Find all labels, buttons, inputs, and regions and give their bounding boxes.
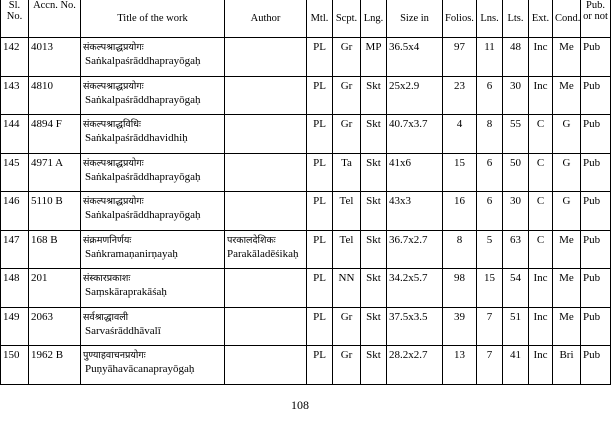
title-romanized: Saṅkalpaśrāddhaprayōgaḥ [85,170,201,183]
table-row [1,346,611,385]
title-romanized: Saṅkalpaśrāddhaprayōgaḥ [85,209,201,221]
cell-condition: Me [553,307,581,346]
cell-letters: 41 [503,346,529,385]
cell-script: Gr [333,38,361,77]
cell-extent: C [529,230,553,269]
title-romanized: Saṅkramaṇanirṇayaḥ [85,247,178,260]
header-letters: Lts. [503,0,529,38]
cell-author [225,153,307,192]
header-extent: Ext. [529,0,553,38]
cell-language: Skt [361,230,387,269]
table-row [1,307,611,346]
cell-language: Skt [361,346,387,385]
cell-published: Pub [581,38,611,77]
title-devanagari: संक्रमणनिर्णयः [83,234,132,246]
cell-script: Gr [333,307,361,346]
cell-sl-no: 148 [1,269,29,308]
cell-script: Gr [333,76,361,115]
header-size: Size in [387,0,443,38]
title-romanized: Saṅkalpaśrāddhaprayōgaḥ [85,55,201,67]
cell-material: PL [307,38,333,77]
cell-material: PL [307,346,333,385]
cell-extent: C [529,115,553,154]
cell-title [81,230,225,269]
header-language: Lng. [361,0,387,38]
cell-script: NN [333,269,361,308]
table-row [1,269,611,308]
cell-language: Skt [361,76,387,115]
title-devanagari: संकल्पश्राद्धप्रयोगः [83,196,144,207]
title-devanagari: पुण्याहवाचनप्रयोगः [83,350,146,361]
cell-size: 41x6 [387,153,443,192]
cell-accn-no: 5110 B [29,192,81,231]
cell-material: PL [307,192,333,231]
title-romanized: Saṅkalpaśrāddhavidhiḥ [85,132,188,144]
table-row [1,76,611,115]
cell-letters: 48 [503,38,529,77]
cell-material: PL [307,307,333,346]
cell-extent: Inc [529,269,553,308]
cell-letters: 55 [503,115,529,154]
cell-script: Tel [333,230,361,269]
cell-author [225,192,307,231]
title-romanized: Saṅkalpaśrāddhaprayōgaḥ [85,93,201,106]
cell-condition: Bri [553,346,581,385]
cell-folios: 16 [443,192,477,231]
cell-published: Pub [581,115,611,154]
cell-sl-no: 147 [1,230,29,269]
cell-accn-no: 168 B [29,230,81,269]
cell-accn-no: 4013 [29,38,81,77]
cell-title [81,192,225,231]
cell-sl-no: 143 [1,76,29,115]
catalog-body [1,38,611,385]
cell-title [81,76,225,115]
cell-folios: 4 [443,115,477,154]
cell-published: Pub [581,76,611,115]
header-accn-no: Accn. No. [29,0,81,38]
cell-folios: 15 [443,153,477,192]
cell-condition: G [553,192,581,231]
cell-sl-no: 144 [1,115,29,154]
cell-title [81,38,225,77]
cell-lines: 11 [477,38,503,77]
cell-lines: 5 [477,230,503,269]
cell-folios: 98 [443,269,477,308]
cell-language: Skt [361,192,387,231]
cell-script: Tel [333,192,361,231]
cell-size: 25x2.9 [387,76,443,115]
cell-folios: 13 [443,346,477,385]
cell-condition: Me [553,269,581,308]
cell-extent: C [529,192,553,231]
header-author: Author [225,0,307,38]
cell-sl-no: 150 [1,346,29,385]
cell-letters: 51 [503,307,529,346]
cell-sl-no: 149 [1,307,29,346]
author-devanagari: परकालदेशिकः [227,234,276,246]
table-row [1,38,611,77]
cell-published: Pub [581,269,611,308]
title-devanagari: संस्कारप्रकाशः [83,273,131,284]
title-romanized: Sarvaśrāddhāvalī [85,324,161,337]
cell-size: 43x3 [387,192,443,231]
cell-lines: 6 [477,192,503,231]
title-romanized: Puṇyāhavācanaprayōgaḥ [85,363,195,375]
page-number: 108 [291,398,309,412]
cell-accn-no: 2063 [29,307,81,346]
cell-accn-no: 4810 [29,76,81,115]
cell-extent: Inc [529,38,553,77]
cell-lines: 6 [477,153,503,192]
title-devanagari: संकल्पश्राद्धविधिः [83,119,141,130]
cell-language: Skt [361,153,387,192]
header-lines: Lns. [477,0,503,38]
cell-published: Pub [581,230,611,269]
cell-letters: 63 [503,230,529,269]
cell-script: Gr [333,115,361,154]
cell-sl-no: 145 [1,153,29,192]
cell-size: 34.2x5.7 [387,269,443,308]
cell-title [81,269,225,308]
cell-material: PL [307,115,333,154]
cell-author [225,346,307,385]
cell-lines: 7 [477,346,503,385]
cell-published: Pub [581,153,611,192]
table-row [1,115,611,154]
cell-condition: G [553,115,581,154]
cell-accn-no: 1962 B [29,346,81,385]
cell-folios: 8 [443,230,477,269]
header-script: Scpt. [333,0,361,38]
cell-title [81,115,225,154]
cell-extent: Inc [529,307,553,346]
cell-language: MP [361,38,387,77]
cell-material: PL [307,269,333,308]
cell-lines: 8 [477,115,503,154]
author-romanized: Parakāladēśikaḥ [227,247,299,260]
cell-language: Skt [361,269,387,308]
title-devanagari: संकल्पश्राद्धप्रयोगः [83,42,144,53]
table-header-row [1,0,611,38]
title-devanagari: संकल्पश्राद्धप्रयोगः [83,157,144,169]
header-folios: Folios. [443,0,477,38]
cell-condition: G [553,153,581,192]
table-row [1,192,611,231]
cell-letters: 50 [503,153,529,192]
cell-accn-no: 4894 F [29,115,81,154]
cell-lines: 15 [477,269,503,308]
cell-material: PL [307,76,333,115]
cell-folios: 23 [443,76,477,115]
cell-letters: 54 [503,269,529,308]
cell-sl-no: 142 [1,38,29,77]
cell-letters: 30 [503,76,529,115]
cell-title [81,153,225,192]
cell-letters: 30 [503,192,529,231]
cell-author [225,307,307,346]
title-romanized: Saṃskāraprakāśaḥ [85,286,167,298]
cell-sl-no: 146 [1,192,29,231]
cell-size: 37.5x3.5 [387,307,443,346]
cell-language: Skt [361,307,387,346]
cell-published: Pub [581,192,611,231]
cell-size: 36.7x2.7 [387,230,443,269]
cell-script: Ta [333,153,361,192]
cell-author [225,76,307,115]
cell-author [225,115,307,154]
table-row [1,230,611,269]
cell-accn-no: 4971 A [29,153,81,192]
cell-published: Pub [581,307,611,346]
header-material: Mtl. [307,0,333,38]
cell-material: PL [307,230,333,269]
title-devanagari: संकल्पश्राद्धप्रयोगः [83,80,144,92]
cell-folios: 39 [443,307,477,346]
cell-extent: Inc [529,346,553,385]
cell-title [81,346,225,385]
cell-title [81,307,225,346]
header-published: Pub. or not [581,0,611,38]
cell-author [225,269,307,308]
cell-extent: C [529,153,553,192]
cell-accn-no: 201 [29,269,81,308]
title-devanagari: सर्वश्राद्धावली [83,311,129,323]
cell-condition: Me [553,38,581,77]
table-row [1,153,611,192]
cell-script: Gr [333,346,361,385]
cell-lines: 6 [477,76,503,115]
cell-condition: Me [553,230,581,269]
cell-published: Pub [581,346,611,385]
cell-author [225,38,307,77]
cell-material: PL [307,153,333,192]
header-title: Title of the work [81,0,225,38]
cell-extent: Inc [529,76,553,115]
cell-size: 40.7x3.7 [387,115,443,154]
cell-author [225,230,307,269]
cell-folios: 97 [443,38,477,77]
header-condition: Cond. [553,0,581,38]
cell-lines: 7 [477,307,503,346]
cell-size: 36.5x4 [387,38,443,77]
cell-condition: Me [553,76,581,115]
cell-language: Skt [361,115,387,154]
cell-size: 28.2x2.7 [387,346,443,385]
header-sl-no: Sl. No. [1,0,29,38]
